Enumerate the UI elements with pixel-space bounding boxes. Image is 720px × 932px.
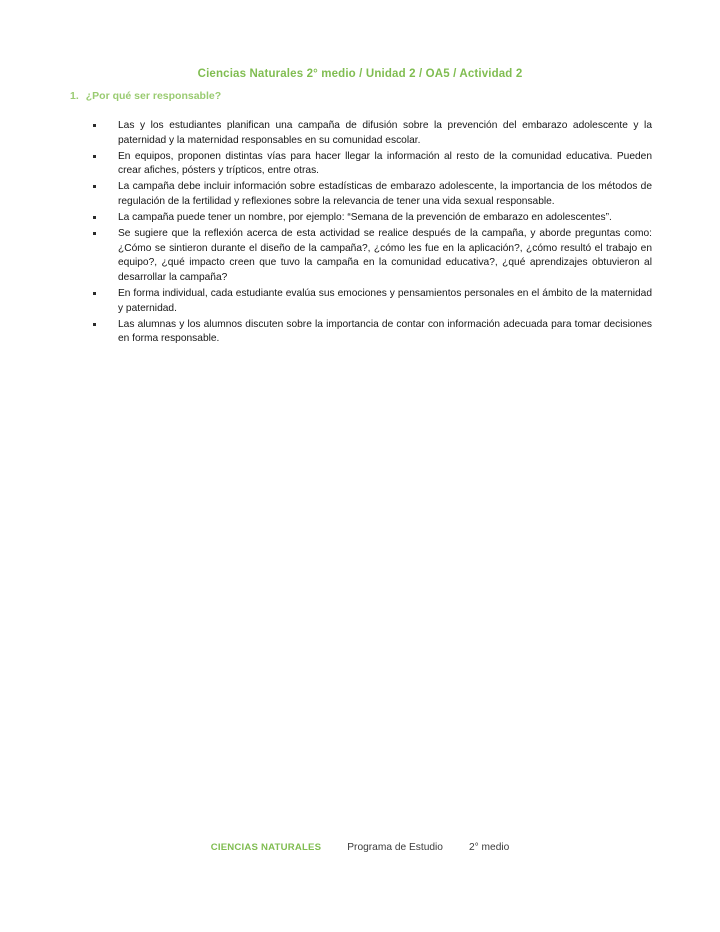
list-item	[90, 287, 652, 316]
list-item-text: Las y los estudiantes planifican una campaña de difusión sobre la prevención del embarazo adolescente y la paternidad y la maternidad responsables en su comunidad escolar.	[118, 120, 652, 146]
list-item	[90, 119, 652, 148]
footer-subject: CIENCIAS NATURALES	[210, 842, 322, 853]
list-item	[90, 227, 652, 285]
list-item	[90, 180, 652, 209]
page-title: Ciencias Naturales 2° medio / Unidad 2 / OA5 / Actividad 2	[197, 68, 523, 80]
page-footer	[0, 842, 720, 853]
list-item	[90, 211, 652, 226]
list-item	[90, 150, 652, 179]
list-item-text: Las alumnas y los alumnos discuten sobre la importancia de contar con información adecuada para tomar decisiones en forma responsable.	[118, 318, 652, 345]
bullet-icon	[93, 185, 96, 188]
activity-title: ¿Por qué ser responsable?	[85, 90, 222, 102]
activity-number: 1.	[70, 90, 79, 102]
bullet-icon	[93, 124, 96, 127]
bullet-icon	[93, 232, 96, 235]
activity-heading	[70, 90, 670, 102]
footer-program: Programa de Estudio	[347, 842, 443, 853]
list-item-text: En forma individual, cada estudiante evalúa sus emociones y pensamientos personales en el ámbito de la maternidad y paternidad.	[118, 288, 652, 314]
bullet-icon	[93, 216, 96, 219]
list-item-text: En equipos, proponen distintas vías para hacer llegar la información al resto de la comunidad educativa. Pueden crear afiches, pósters y trípticos, entre otras.	[118, 150, 652, 177]
list-item-text: La campaña debe incluir información sobre estadísticas de embarazo adolescente, la importancia de los métodos de regulación de la fertilidad y reflexiones sobre la relevancia de tener una vida sexual responsable.	[118, 181, 652, 207]
list-item	[90, 318, 652, 347]
activity-steps-list	[90, 119, 652, 348]
footer-level: 2° medio	[468, 842, 510, 853]
list-item-text: La campaña puede tener un nombre, por ejemplo: “Semana de la prevención de embarazo en adolescentes”.	[118, 212, 612, 224]
bullet-icon	[93, 292, 96, 295]
bullet-icon	[93, 323, 96, 326]
bullet-icon	[93, 155, 96, 158]
list-item-text: Se sugiere que la reflexión acerca de esta actividad se realice después de la campaña, y aborde preguntas como: ¿Cómo se sintieron durante el diseño de la campaña?, ¿cómo les fue en la aplicación?, ¿cómo resultó el trabajo en equipo?, ¿qué impacto creen que tuvo la campaña en la comunidad educativa?, ¿qué aprendizajes obtuvieron al desarrollar la campaña?	[118, 228, 652, 283]
